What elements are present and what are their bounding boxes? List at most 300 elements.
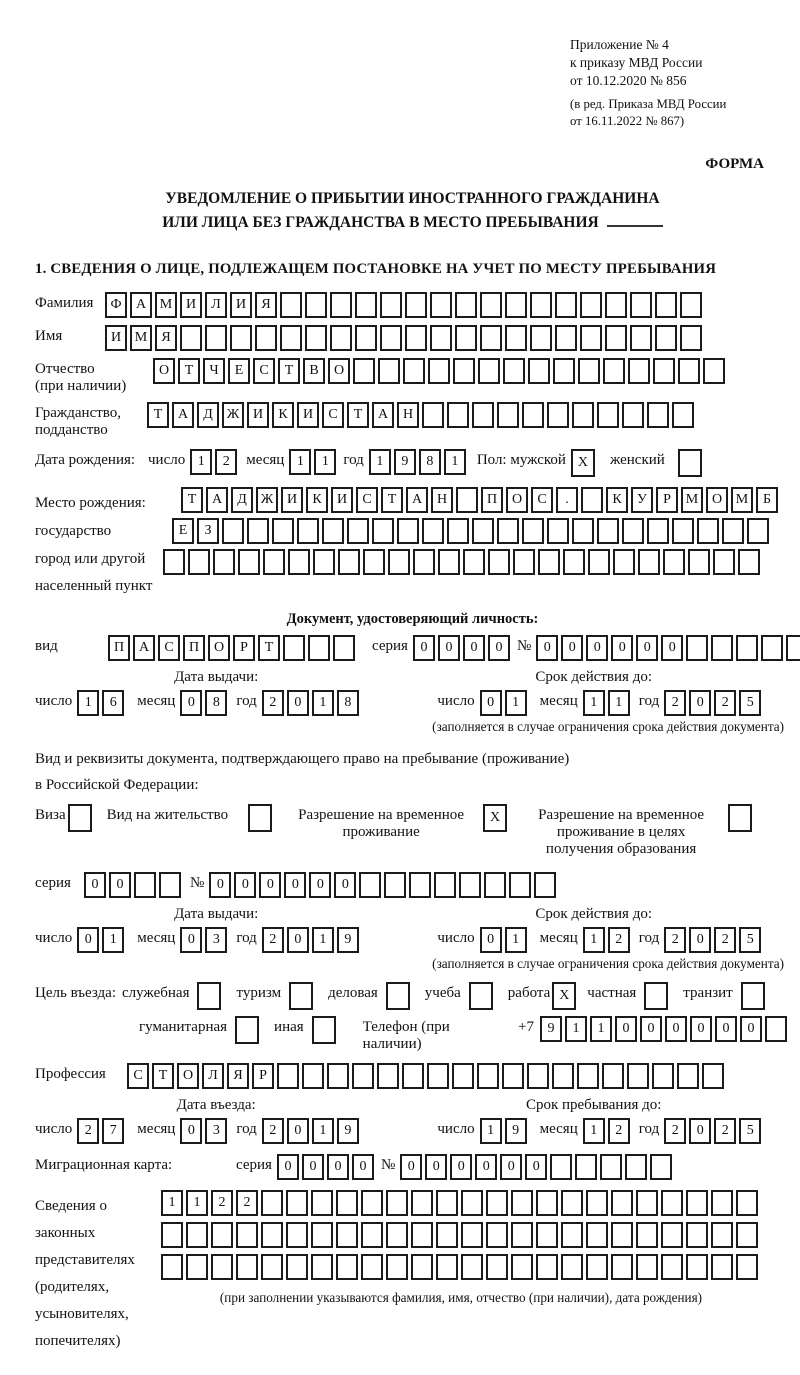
- form-cell[interactable]: [597, 518, 619, 544]
- form-cell[interactable]: [422, 402, 444, 428]
- form-cell[interactable]: О: [177, 1063, 199, 1089]
- purpose-business-checkbox[interactable]: [386, 982, 410, 1010]
- form-cell[interactable]: П: [183, 635, 205, 661]
- option-temp-residence-education-checkbox[interactable]: [728, 804, 752, 832]
- form-cell[interactable]: [603, 358, 625, 384]
- form-cell[interactable]: [336, 1254, 358, 1280]
- form-cell[interactable]: 0: [640, 1016, 662, 1042]
- form-cell[interactable]: [580, 325, 602, 351]
- purpose-humanitarian-checkbox[interactable]: [235, 1016, 259, 1044]
- form-cell[interactable]: [461, 1190, 483, 1216]
- form-cell[interactable]: [288, 549, 310, 575]
- form-cell[interactable]: [513, 549, 535, 575]
- form-cell[interactable]: [353, 358, 375, 384]
- form-cell[interactable]: [386, 1222, 408, 1248]
- form-cell[interactable]: [378, 358, 400, 384]
- form-cell[interactable]: [188, 549, 210, 575]
- form-cell[interactable]: [538, 549, 560, 575]
- form-cell[interactable]: 1: [190, 449, 212, 475]
- form-cell[interactable]: [311, 1190, 333, 1216]
- form-cell[interactable]: 1: [480, 1118, 502, 1144]
- form-cell[interactable]: 0: [180, 690, 202, 716]
- form-cell[interactable]: [605, 325, 627, 351]
- form-cell[interactable]: [327, 1063, 349, 1089]
- form-cell[interactable]: Ч: [203, 358, 225, 384]
- form-cell[interactable]: [427, 1063, 449, 1089]
- form-cell[interactable]: 2: [262, 690, 284, 716]
- form-cell[interactable]: С: [253, 358, 275, 384]
- form-cell[interactable]: А: [172, 402, 194, 428]
- form-cell[interactable]: [563, 549, 585, 575]
- form-cell[interactable]: [522, 402, 544, 428]
- form-cell[interactable]: 2: [664, 1118, 686, 1144]
- form-cell[interactable]: [453, 358, 475, 384]
- form-cell[interactable]: [653, 358, 675, 384]
- form-cell[interactable]: [308, 635, 330, 661]
- form-cell[interactable]: [186, 1254, 208, 1280]
- form-cell[interactable]: И: [105, 325, 127, 351]
- form-cell[interactable]: П: [108, 635, 130, 661]
- form-cell[interactable]: [436, 1222, 458, 1248]
- form-cell[interactable]: [536, 1222, 558, 1248]
- form-cell[interactable]: [547, 402, 569, 428]
- form-cell[interactable]: О: [506, 487, 528, 513]
- form-cell[interactable]: [625, 1154, 647, 1180]
- form-cell[interactable]: [161, 1222, 183, 1248]
- form-cell[interactable]: О: [208, 635, 230, 661]
- form-cell[interactable]: 1: [608, 690, 630, 716]
- form-cell[interactable]: И: [247, 402, 269, 428]
- form-cell[interactable]: 0: [586, 635, 608, 661]
- form-cell[interactable]: [678, 358, 700, 384]
- form-cell[interactable]: [238, 549, 260, 575]
- form-cell[interactable]: Т: [278, 358, 300, 384]
- form-cell[interactable]: 0: [309, 872, 331, 898]
- form-cell[interactable]: 9: [337, 927, 359, 953]
- form-cell[interactable]: [230, 325, 252, 351]
- form-cell[interactable]: К: [606, 487, 628, 513]
- form-cell[interactable]: [697, 518, 719, 544]
- form-cell[interactable]: [386, 1254, 408, 1280]
- form-cell[interactable]: [630, 292, 652, 318]
- form-cell[interactable]: [359, 872, 381, 898]
- form-cell[interactable]: [738, 549, 760, 575]
- form-cell[interactable]: Я: [227, 1063, 249, 1089]
- form-cell[interactable]: 0: [84, 872, 106, 898]
- form-cell[interactable]: [436, 1190, 458, 1216]
- form-cell[interactable]: [247, 518, 269, 544]
- form-cell[interactable]: [361, 1222, 383, 1248]
- form-cell[interactable]: [647, 402, 669, 428]
- form-cell[interactable]: [511, 1190, 533, 1216]
- form-cell[interactable]: [363, 549, 385, 575]
- form-cell[interactable]: 6: [102, 690, 124, 716]
- form-cell[interactable]: [280, 325, 302, 351]
- form-cell[interactable]: [572, 402, 594, 428]
- form-cell[interactable]: [611, 1254, 633, 1280]
- form-cell[interactable]: 0: [287, 927, 309, 953]
- form-cell[interactable]: [555, 292, 577, 318]
- form-cell[interactable]: Т: [147, 402, 169, 428]
- form-cell[interactable]: [586, 1190, 608, 1216]
- form-cell[interactable]: Б: [756, 487, 778, 513]
- form-cell[interactable]: 0: [525, 1154, 547, 1180]
- form-cell[interactable]: [711, 1254, 733, 1280]
- form-cell[interactable]: [613, 549, 635, 575]
- form-cell[interactable]: [302, 1063, 324, 1089]
- form-cell[interactable]: [336, 1222, 358, 1248]
- form-cell[interactable]: З: [197, 518, 219, 544]
- form-cell[interactable]: [352, 1063, 374, 1089]
- form-cell[interactable]: [186, 1222, 208, 1248]
- form-cell[interactable]: 9: [540, 1016, 562, 1042]
- form-cell[interactable]: 1: [505, 690, 527, 716]
- form-cell[interactable]: [430, 292, 452, 318]
- form-cell[interactable]: [661, 1222, 683, 1248]
- form-cell[interactable]: [161, 1254, 183, 1280]
- sex-female-checkbox[interactable]: [678, 449, 702, 477]
- form-cell[interactable]: [686, 1190, 708, 1216]
- form-cell[interactable]: [386, 1190, 408, 1216]
- form-cell[interactable]: А: [206, 487, 228, 513]
- form-cell[interactable]: 1: [312, 690, 334, 716]
- form-cell[interactable]: [575, 1154, 597, 1180]
- form-cell[interactable]: 1: [186, 1190, 208, 1216]
- form-cell[interactable]: Н: [431, 487, 453, 513]
- form-cell[interactable]: 0: [284, 872, 306, 898]
- form-cell[interactable]: [455, 325, 477, 351]
- form-cell[interactable]: [413, 549, 435, 575]
- form-cell[interactable]: [561, 1190, 583, 1216]
- form-cell[interactable]: [477, 1063, 499, 1089]
- form-cell[interactable]: [305, 292, 327, 318]
- form-cell[interactable]: [686, 635, 708, 661]
- form-cell[interactable]: 0: [259, 872, 281, 898]
- form-cell[interactable]: [655, 325, 677, 351]
- form-cell[interactable]: [333, 635, 355, 661]
- form-cell[interactable]: [428, 358, 450, 384]
- form-cell[interactable]: [611, 1190, 633, 1216]
- form-cell[interactable]: [713, 549, 735, 575]
- form-cell[interactable]: М: [155, 292, 177, 318]
- form-cell[interactable]: [502, 1063, 524, 1089]
- form-cell[interactable]: [380, 325, 402, 351]
- form-cell[interactable]: В: [303, 358, 325, 384]
- form-cell[interactable]: [527, 1063, 549, 1089]
- form-cell[interactable]: [581, 487, 603, 513]
- form-cell[interactable]: [422, 518, 444, 544]
- form-cell[interactable]: [461, 1222, 483, 1248]
- form-cell[interactable]: [536, 1254, 558, 1280]
- purpose-study-checkbox[interactable]: [469, 982, 493, 1010]
- form-cell[interactable]: Т: [347, 402, 369, 428]
- form-cell[interactable]: 0: [277, 1154, 299, 1180]
- form-cell[interactable]: [580, 292, 602, 318]
- form-cell[interactable]: 2: [714, 1118, 736, 1144]
- purpose-work-checkbox[interactable]: X: [552, 982, 576, 1010]
- form-cell[interactable]: [263, 549, 285, 575]
- form-cell[interactable]: [380, 292, 402, 318]
- form-cell[interactable]: [480, 292, 502, 318]
- form-cell[interactable]: [377, 1063, 399, 1089]
- form-cell[interactable]: [236, 1222, 258, 1248]
- form-cell[interactable]: О: [706, 487, 728, 513]
- form-cell[interactable]: [305, 325, 327, 351]
- form-cell[interactable]: А: [133, 635, 155, 661]
- form-cell[interactable]: [661, 1190, 683, 1216]
- form-cell[interactable]: .: [556, 487, 578, 513]
- form-cell[interactable]: 1: [369, 449, 391, 475]
- form-cell[interactable]: 0: [287, 1118, 309, 1144]
- form-cell[interactable]: [286, 1190, 308, 1216]
- form-cell[interactable]: [505, 292, 527, 318]
- purpose-transit-checkbox[interactable]: [741, 982, 765, 1010]
- form-cell[interactable]: 1: [312, 927, 334, 953]
- form-cell[interactable]: Л: [205, 292, 227, 318]
- form-cell[interactable]: 8: [419, 449, 441, 475]
- form-cell[interactable]: 0: [77, 927, 99, 953]
- form-cell[interactable]: [397, 518, 419, 544]
- form-cell[interactable]: [134, 872, 156, 898]
- form-cell[interactable]: [686, 1254, 708, 1280]
- form-cell[interactable]: И: [281, 487, 303, 513]
- form-cell[interactable]: [405, 292, 427, 318]
- form-cell[interactable]: С: [356, 487, 378, 513]
- form-cell[interactable]: 0: [463, 635, 485, 661]
- form-cell[interactable]: [488, 549, 510, 575]
- form-cell[interactable]: [578, 358, 600, 384]
- form-cell[interactable]: [747, 518, 769, 544]
- form-cell[interactable]: [636, 1190, 658, 1216]
- form-cell[interactable]: 2: [262, 1118, 284, 1144]
- form-cell[interactable]: [163, 549, 185, 575]
- form-cell[interactable]: [313, 549, 335, 575]
- form-cell[interactable]: 0: [536, 635, 558, 661]
- form-cell[interactable]: 2: [262, 927, 284, 953]
- form-cell[interactable]: 1: [583, 1118, 605, 1144]
- form-cell[interactable]: [736, 1254, 758, 1280]
- form-cell[interactable]: 0: [302, 1154, 324, 1180]
- form-cell[interactable]: 1: [505, 927, 527, 953]
- form-cell[interactable]: 3: [205, 927, 227, 953]
- form-cell[interactable]: [622, 518, 644, 544]
- form-cell[interactable]: 5: [739, 1118, 761, 1144]
- form-cell[interactable]: К: [272, 402, 294, 428]
- form-cell[interactable]: [611, 1222, 633, 1248]
- form-cell[interactable]: [661, 1254, 683, 1280]
- form-cell[interactable]: [711, 635, 733, 661]
- form-cell[interactable]: [503, 358, 525, 384]
- form-cell[interactable]: [680, 325, 702, 351]
- form-cell[interactable]: [511, 1254, 533, 1280]
- form-cell[interactable]: 9: [505, 1118, 527, 1144]
- form-cell[interactable]: [330, 292, 352, 318]
- form-cell[interactable]: 0: [400, 1154, 422, 1180]
- form-cell[interactable]: Л: [202, 1063, 224, 1089]
- form-cell[interactable]: [211, 1222, 233, 1248]
- form-cell[interactable]: [297, 518, 319, 544]
- form-cell[interactable]: [261, 1190, 283, 1216]
- form-cell[interactable]: [480, 325, 502, 351]
- form-cell[interactable]: [311, 1254, 333, 1280]
- form-cell[interactable]: 0: [334, 872, 356, 898]
- form-cell[interactable]: [336, 1190, 358, 1216]
- form-cell[interactable]: [663, 549, 685, 575]
- form-cell[interactable]: 0: [689, 927, 711, 953]
- form-cell[interactable]: 1: [161, 1190, 183, 1216]
- form-cell[interactable]: [511, 1222, 533, 1248]
- form-cell[interactable]: [486, 1222, 508, 1248]
- form-cell[interactable]: [736, 635, 758, 661]
- form-cell[interactable]: [430, 325, 452, 351]
- form-cell[interactable]: 9: [394, 449, 416, 475]
- form-cell[interactable]: У: [631, 487, 653, 513]
- form-cell[interactable]: 8: [205, 690, 227, 716]
- form-cell[interactable]: [586, 1254, 608, 1280]
- form-cell[interactable]: [530, 292, 552, 318]
- form-cell[interactable]: [447, 402, 469, 428]
- form-cell[interactable]: Е: [172, 518, 194, 544]
- form-cell[interactable]: [628, 358, 650, 384]
- form-cell[interactable]: С: [322, 402, 344, 428]
- form-cell[interactable]: [403, 358, 425, 384]
- form-cell[interactable]: [211, 1254, 233, 1280]
- form-cell[interactable]: [561, 1254, 583, 1280]
- form-cell[interactable]: Т: [181, 487, 203, 513]
- form-cell[interactable]: 0: [689, 1118, 711, 1144]
- form-cell[interactable]: 0: [450, 1154, 472, 1180]
- form-cell[interactable]: [553, 358, 575, 384]
- form-cell[interactable]: [561, 1222, 583, 1248]
- form-cell[interactable]: [205, 325, 227, 351]
- form-cell[interactable]: Р: [656, 487, 678, 513]
- form-cell[interactable]: 2: [77, 1118, 99, 1144]
- form-cell[interactable]: [330, 325, 352, 351]
- form-cell[interactable]: М: [130, 325, 152, 351]
- form-cell[interactable]: 0: [109, 872, 131, 898]
- form-cell[interactable]: 1: [590, 1016, 612, 1042]
- form-cell[interactable]: [486, 1254, 508, 1280]
- form-cell[interactable]: [765, 1016, 787, 1042]
- form-cell[interactable]: О: [328, 358, 350, 384]
- form-cell[interactable]: [586, 1222, 608, 1248]
- form-cell[interactable]: 0: [615, 1016, 637, 1042]
- form-cell[interactable]: 1: [77, 690, 99, 716]
- form-cell[interactable]: 7: [102, 1118, 124, 1144]
- form-cell[interactable]: 5: [739, 690, 761, 716]
- form-cell[interactable]: 2: [608, 927, 630, 953]
- form-cell[interactable]: [497, 518, 519, 544]
- form-cell[interactable]: [459, 872, 481, 898]
- form-cell[interactable]: 2: [236, 1190, 258, 1216]
- form-cell[interactable]: 0: [327, 1154, 349, 1180]
- form-cell[interactable]: А: [372, 402, 394, 428]
- form-cell[interactable]: 2: [211, 1190, 233, 1216]
- form-cell[interactable]: [761, 635, 783, 661]
- form-cell[interactable]: [627, 1063, 649, 1089]
- form-cell[interactable]: 0: [475, 1154, 497, 1180]
- form-cell[interactable]: 1: [583, 927, 605, 953]
- form-cell[interactable]: [630, 325, 652, 351]
- form-cell[interactable]: [384, 872, 406, 898]
- form-cell[interactable]: 0: [352, 1154, 374, 1180]
- sex-male-checkbox[interactable]: X: [571, 449, 595, 477]
- option-temp-residence-checkbox[interactable]: X: [483, 804, 507, 832]
- form-cell[interactable]: И: [180, 292, 202, 318]
- form-cell[interactable]: [452, 1063, 474, 1089]
- form-cell[interactable]: [711, 1190, 733, 1216]
- form-cell[interactable]: 2: [608, 1118, 630, 1144]
- form-cell[interactable]: 2: [664, 690, 686, 716]
- purpose-tourism-checkbox[interactable]: [289, 982, 313, 1010]
- form-cell[interactable]: [711, 1222, 733, 1248]
- form-cell[interactable]: [577, 1063, 599, 1089]
- form-cell[interactable]: [261, 1222, 283, 1248]
- form-cell[interactable]: 0: [209, 872, 231, 898]
- form-cell[interactable]: 0: [234, 872, 256, 898]
- form-cell[interactable]: 9: [337, 1118, 359, 1144]
- form-cell[interactable]: [409, 872, 431, 898]
- form-cell[interactable]: 0: [480, 690, 502, 716]
- form-cell[interactable]: [605, 292, 627, 318]
- form-cell[interactable]: [703, 358, 725, 384]
- form-cell[interactable]: 2: [664, 927, 686, 953]
- form-cell[interactable]: [461, 1254, 483, 1280]
- form-cell[interactable]: [438, 549, 460, 575]
- form-cell[interactable]: А: [130, 292, 152, 318]
- form-cell[interactable]: [736, 1190, 758, 1216]
- form-cell[interactable]: [680, 292, 702, 318]
- form-cell[interactable]: [536, 1190, 558, 1216]
- form-cell[interactable]: 0: [438, 635, 460, 661]
- form-cell[interactable]: Я: [255, 292, 277, 318]
- form-cell[interactable]: [411, 1190, 433, 1216]
- form-cell[interactable]: 0: [180, 1118, 202, 1144]
- form-cell[interactable]: И: [297, 402, 319, 428]
- form-cell[interactable]: [272, 518, 294, 544]
- form-cell[interactable]: 2: [714, 690, 736, 716]
- form-cell[interactable]: [486, 1190, 508, 1216]
- form-cell[interactable]: 1: [289, 449, 311, 475]
- form-cell[interactable]: [686, 1222, 708, 1248]
- form-cell[interactable]: [572, 518, 594, 544]
- form-cell[interactable]: [702, 1063, 724, 1089]
- form-cell[interactable]: [505, 325, 527, 351]
- form-cell[interactable]: [456, 487, 478, 513]
- form-cell[interactable]: [472, 518, 494, 544]
- form-cell[interactable]: [522, 518, 544, 544]
- form-cell[interactable]: [213, 549, 235, 575]
- form-cell[interactable]: 0: [689, 690, 711, 716]
- form-cell[interactable]: О: [153, 358, 175, 384]
- form-cell[interactable]: Т: [381, 487, 403, 513]
- form-cell[interactable]: [472, 402, 494, 428]
- option-visa-checkbox[interactable]: [68, 804, 92, 832]
- form-cell[interactable]: 0: [611, 635, 633, 661]
- form-cell[interactable]: 8: [337, 690, 359, 716]
- form-cell[interactable]: [388, 549, 410, 575]
- form-cell[interactable]: 0: [425, 1154, 447, 1180]
- form-cell[interactable]: 0: [690, 1016, 712, 1042]
- form-cell[interactable]: [286, 1222, 308, 1248]
- form-cell[interactable]: [455, 292, 477, 318]
- form-cell[interactable]: [361, 1190, 383, 1216]
- form-cell[interactable]: [736, 1222, 758, 1248]
- form-cell[interactable]: 0: [740, 1016, 762, 1042]
- form-cell[interactable]: [672, 402, 694, 428]
- form-cell[interactable]: 0: [180, 927, 202, 953]
- form-cell[interactable]: 0: [561, 635, 583, 661]
